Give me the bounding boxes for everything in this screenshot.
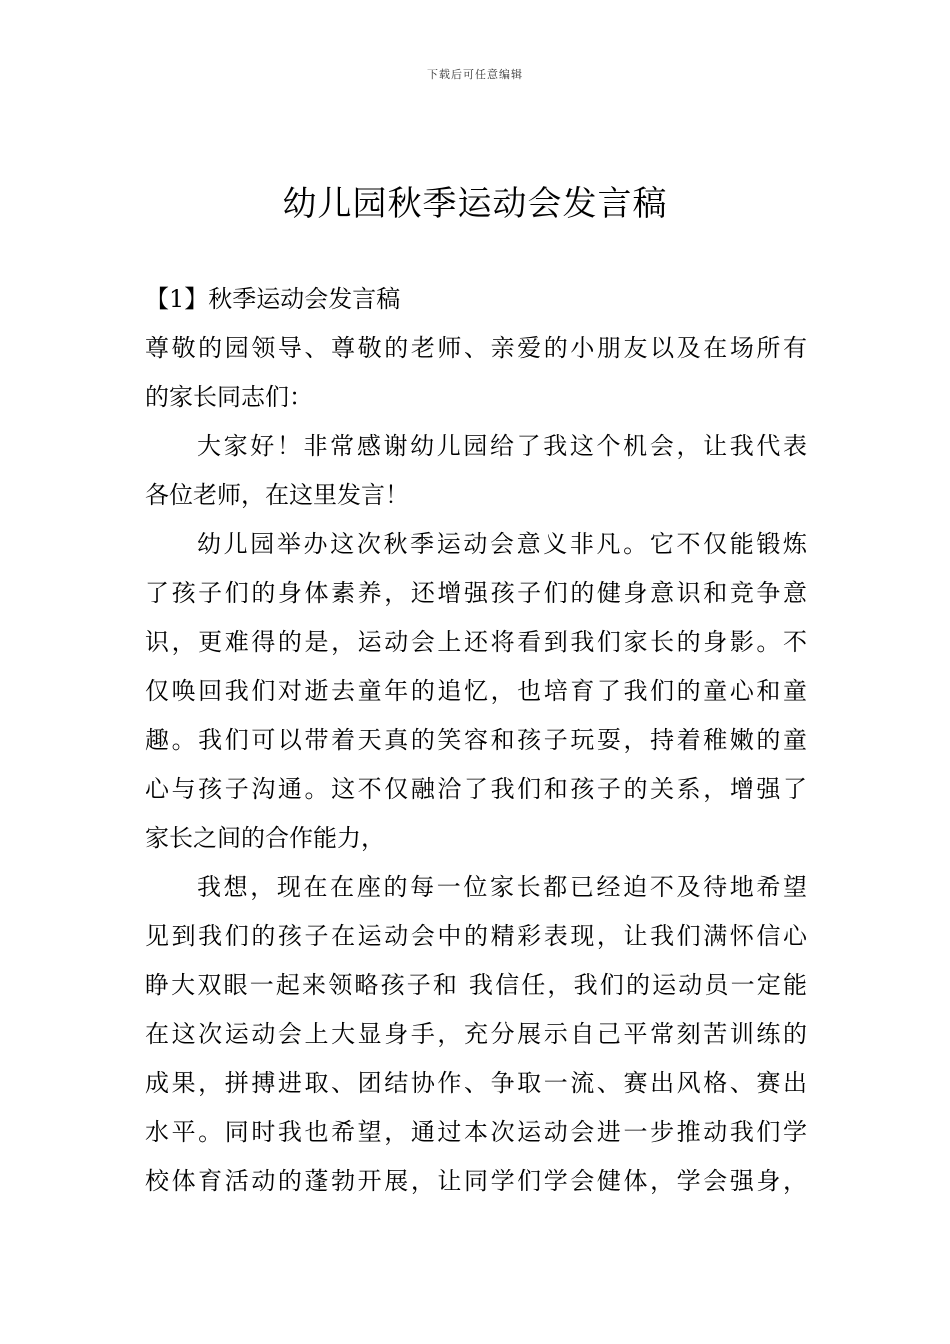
text-line: 家长之间的合作能力， bbox=[145, 824, 385, 852]
text-line: 识，更难得的是，运动会上还将看到我们家长的身影。不 bbox=[145, 628, 807, 656]
document-title: 幼儿园秋季运动会发言稿 bbox=[282, 184, 668, 224]
text-line: 大家好！非常感谢幼儿园给了我这个机会，让我代表 bbox=[197, 432, 807, 460]
text-line: 心与孩子沟通。这不仅融洽了我们和孩子的关系，增强了 bbox=[145, 775, 807, 803]
text-line: 尊敬的园领导、尊敬的老师、亲爱的小朋友以及在场所有 bbox=[145, 334, 807, 362]
text-line: 成果，拼搏进取、团结协作、争取一流、赛出风格、赛出 bbox=[145, 1069, 807, 1097]
text-line: 趣。我们可以带着天真的笑容和孩子玩耍，持着稚嫩的童 bbox=[145, 726, 807, 754]
text-line: 各位老师，在这里发言！ bbox=[145, 481, 409, 509]
text-line: 校体育活动的蓬勃开展，让同学们学会健体，学会强身， bbox=[145, 1167, 807, 1195]
text-line: 了孩子们的身体素养，还增强孩子们的健身意识和竞争意 bbox=[145, 579, 807, 607]
header-note: 下载后可任意编辑 bbox=[427, 68, 523, 81]
document-body bbox=[145, 281, 807, 1212]
text-line: 幼儿园举办这次秋季运动会意义非凡。它不仅能锻炼 bbox=[197, 530, 807, 558]
text-line: 在这次运动会上大显身手，充分展示自己平常刻苦训练的 bbox=[145, 1020, 807, 1048]
section-heading: 【1】秋季运动会发言稿 bbox=[145, 285, 401, 313]
text-line: 见到我们的孩子在运动会中的精彩表现，让我们满怀信心 bbox=[145, 922, 807, 950]
text-line: 睁大双眼一起来领略孩子和 我信任，我们的运动员一定能 bbox=[145, 971, 807, 999]
text-line: 水平。同时我也希望，通过本次运动会进一步推动我们学 bbox=[145, 1118, 807, 1146]
text-line: 的家长同志们： bbox=[145, 383, 313, 411]
text-line: 我想，现在在座的每一位家长都已经迫不及待地希望 bbox=[197, 873, 807, 901]
text-line: 仅唤回我们对逝去童年的追忆，也培育了我们的童心和童 bbox=[145, 677, 807, 705]
